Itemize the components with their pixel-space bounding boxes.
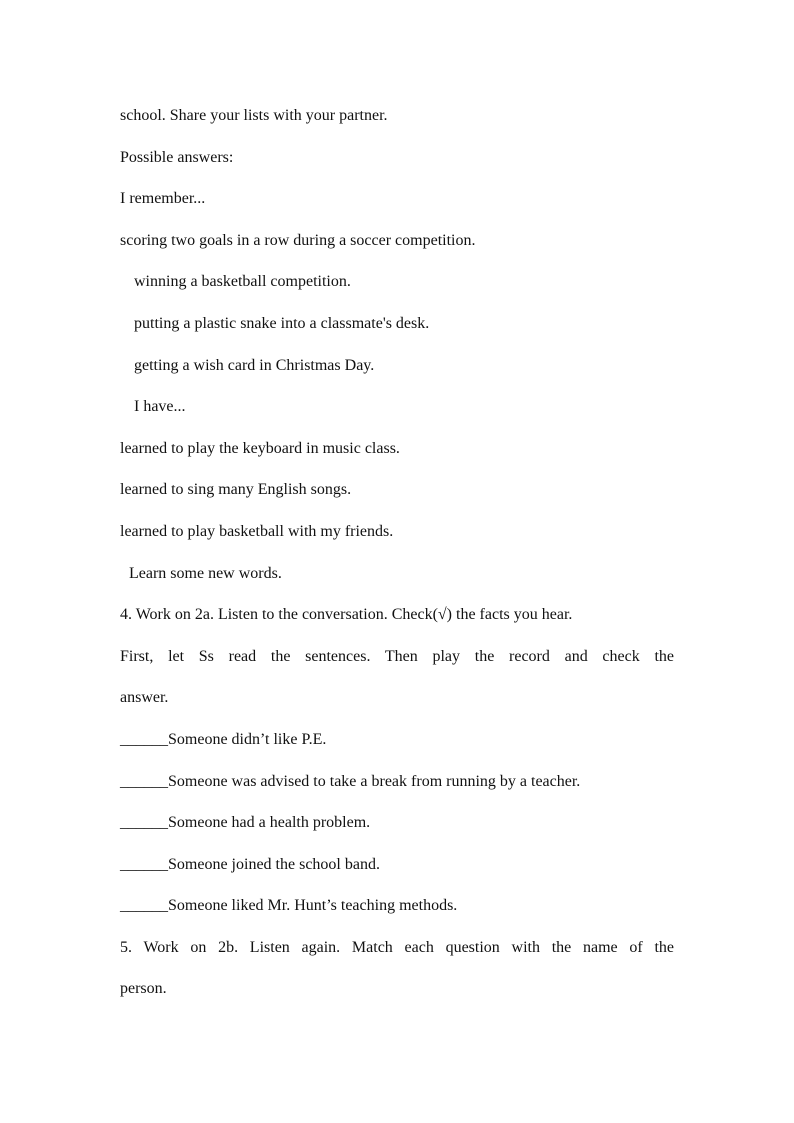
- document-page: [120, 101, 674, 1016]
- text-line-i-have: I have...: [134, 398, 186, 416]
- text-line-person: person.: [120, 980, 167, 998]
- text-line-putting-snake: putting a plastic snake into a classmate's desk.: [134, 314, 430, 332]
- fact-item-school-band: ______Someone joined the school band.: [120, 855, 380, 873]
- fact-item-break-running: ______Someone was advised to take a break from running by a teacher.: [120, 772, 581, 790]
- text-line-share-lists: school. Share your lists with your partner.: [120, 107, 388, 124]
- fact-item-health-problem: ______Someone had a health problem.: [120, 814, 371, 832]
- text-line-task-4-instructions: First, let Ss read the sentences. Then play the record and check the: [120, 647, 674, 665]
- text-line-scoring-goals: scoring two goals in a row during a soccer competition.: [120, 231, 476, 249]
- text-line-i-remember: I remember...: [120, 190, 206, 208]
- text-line-new-words: Learn some new words.: [129, 564, 282, 582]
- fact-item-teaching-methods: ______Someone liked Mr. Hunt’s teaching methods.: [120, 897, 458, 915]
- fact-item-pe: ______Someone didn’t like P.E.: [120, 730, 327, 748]
- text-line-task-4: 4. Work on 2a. Listen to the conversation. Check(√) the facts you hear.: [120, 606, 573, 624]
- text-line-english-songs: learned to sing many English songs.: [120, 481, 352, 499]
- text-line-task-5: 5. Work on 2b. Listen again. Match each question with the name of the: [120, 938, 674, 956]
- text-line-wish-card: getting a wish card in Christmas Day.: [134, 356, 375, 374]
- text-line-answer: answer.: [120, 689, 169, 707]
- text-line-basketball: learned to play basketball with my friends.: [120, 522, 394, 540]
- text-line-possible-answers: Possible answers:: [120, 148, 234, 166]
- text-line-keyboard: learned to play the keyboard in music class.: [120, 439, 400, 457]
- text-line-winning: winning a basketball competition.: [134, 273, 351, 291]
